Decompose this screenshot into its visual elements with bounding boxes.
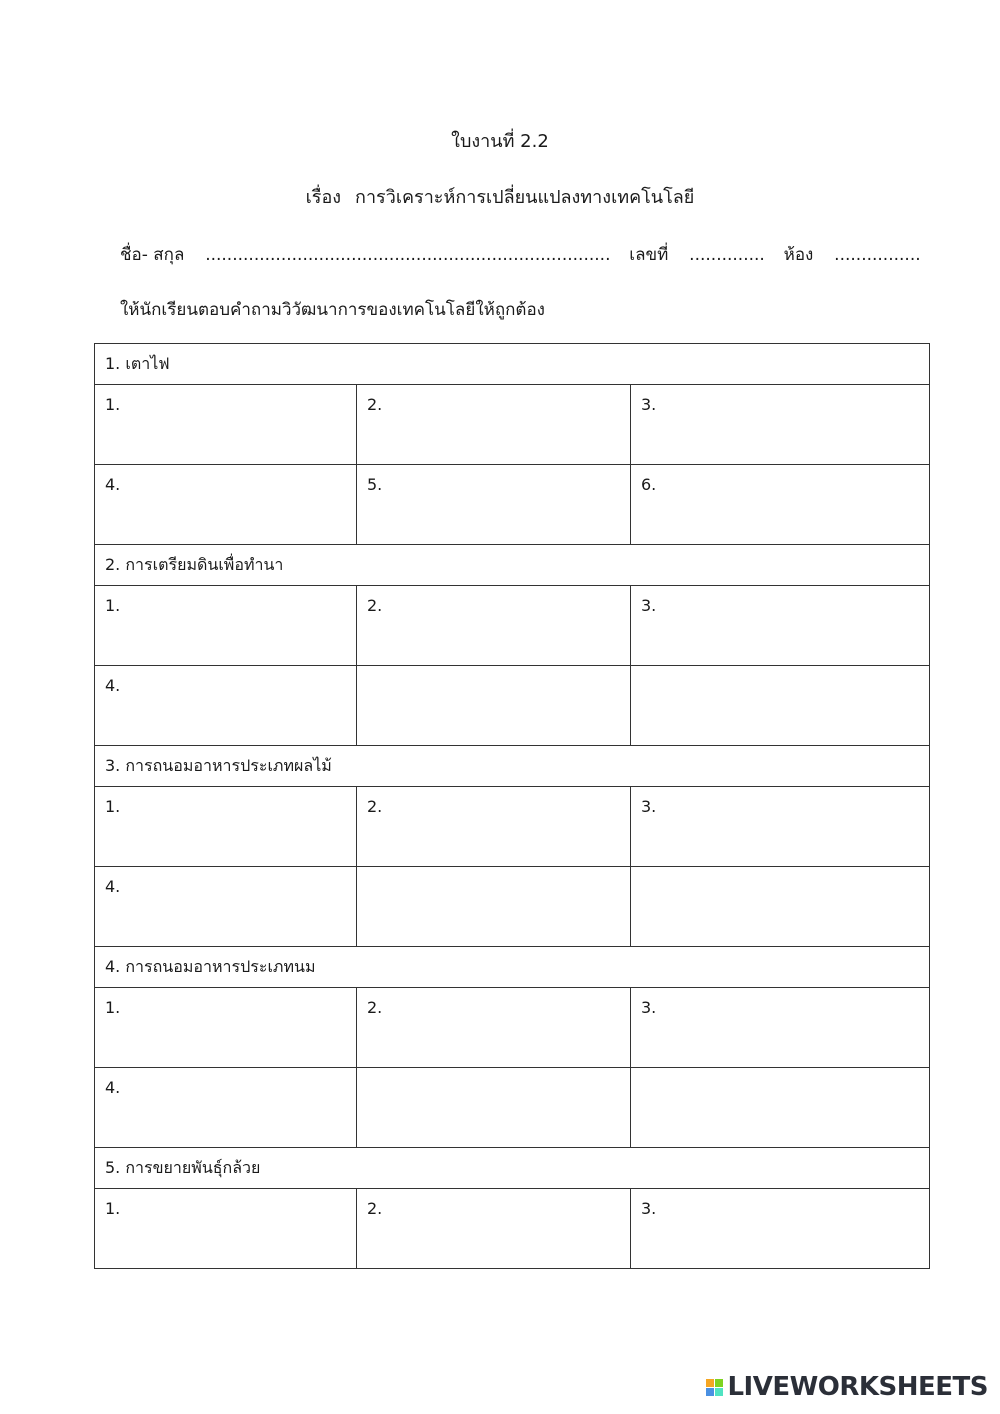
subject-label: เรื่อง <box>305 187 342 208</box>
name-field[interactable]: ........................................................................... <box>205 245 611 265</box>
section-header-row <box>95 1148 930 1189</box>
liveworksheets-logo <box>706 1372 988 1402</box>
section-header-row <box>95 344 930 385</box>
answer-row <box>95 787 930 867</box>
answer-cell[interactable]: 1. <box>95 385 357 465</box>
answer-cell[interactable]: 3. <box>631 385 930 465</box>
section-header-row <box>95 947 930 988</box>
section-title: 1. เตาไฟ <box>95 344 930 385</box>
answer-row <box>95 867 930 947</box>
student-info-line <box>120 241 921 268</box>
answer-cell[interactable] <box>631 867 930 947</box>
worksheet-table <box>94 343 930 1269</box>
section-header-row <box>95 746 930 787</box>
answer-cell[interactable] <box>631 666 930 746</box>
answer-cell[interactable]: 3. <box>631 1189 930 1269</box>
number-field[interactable]: .............. <box>689 245 765 265</box>
answer-row <box>95 1068 930 1148</box>
answer-cell[interactable] <box>357 1068 631 1148</box>
logo-text: LIVEWORKSHEETS <box>727 1372 988 1402</box>
answer-row <box>95 988 930 1068</box>
subject-line <box>0 182 1000 211</box>
answer-row <box>95 586 930 666</box>
answer-cell[interactable] <box>357 867 631 947</box>
answer-cell[interactable]: 2. <box>357 988 631 1068</box>
answer-cell[interactable]: 4. <box>95 465 357 545</box>
answer-cell[interactable]: 1. <box>95 586 357 666</box>
answer-row <box>95 666 930 746</box>
section-header-row <box>95 545 930 586</box>
answer-cell[interactable]: 6. <box>631 465 930 545</box>
name-label: ชื่อ- สกุล <box>120 245 185 265</box>
answer-cell[interactable]: 1. <box>95 787 357 867</box>
answer-cell[interactable]: 3. <box>631 787 930 867</box>
room-field[interactable]: ................ <box>834 245 921 265</box>
answer-cell[interactable]: 3. <box>631 586 930 666</box>
answer-row <box>95 385 930 465</box>
answer-cell[interactable]: 4. <box>95 666 357 746</box>
answer-row <box>95 1189 930 1269</box>
answer-cell[interactable]: 1. <box>95 988 357 1068</box>
section-title: 5. การขยายพันธุ์กล้วย <box>95 1148 930 1189</box>
answer-cell[interactable]: 5. <box>357 465 631 545</box>
answer-cell[interactable]: 1. <box>95 1189 357 1269</box>
answer-row <box>95 465 930 545</box>
instruction-text: ให้นักเรียนตอบคำถามวิวัฒนาการของเทคโนโลยีให้ถูกต้อง <box>120 300 545 320</box>
page-title: ใบงานที่ 2.2 <box>451 131 549 152</box>
section-title: 3. การถนอมอาหารประเภทผลไม้ <box>95 746 930 787</box>
answer-cell[interactable]: 4. <box>95 1068 357 1148</box>
answer-cell[interactable]: 2. <box>357 586 631 666</box>
answer-cell[interactable]: 2. <box>357 385 631 465</box>
answer-cell[interactable]: 2. <box>357 787 631 867</box>
answer-cell[interactable]: 4. <box>95 867 357 947</box>
liveworksheets-logo-icon <box>706 1379 723 1396</box>
answer-cell[interactable] <box>357 666 631 746</box>
section-title: 4. การถนอมอาหารประเภทนม <box>95 947 930 988</box>
room-label: ห้อง <box>783 245 814 265</box>
answer-cell[interactable]: 3. <box>631 988 930 1068</box>
answer-cell[interactable] <box>631 1068 930 1148</box>
answer-cell[interactable]: 2. <box>357 1189 631 1269</box>
number-label: เลขที่ <box>629 245 669 265</box>
subject-text: การวิเคราะห์การเปลี่ยนแปลงทางเทคโนโลยี <box>355 187 695 208</box>
section-title: 2. การเตรียมดินเพื่อทำนา <box>95 545 930 586</box>
